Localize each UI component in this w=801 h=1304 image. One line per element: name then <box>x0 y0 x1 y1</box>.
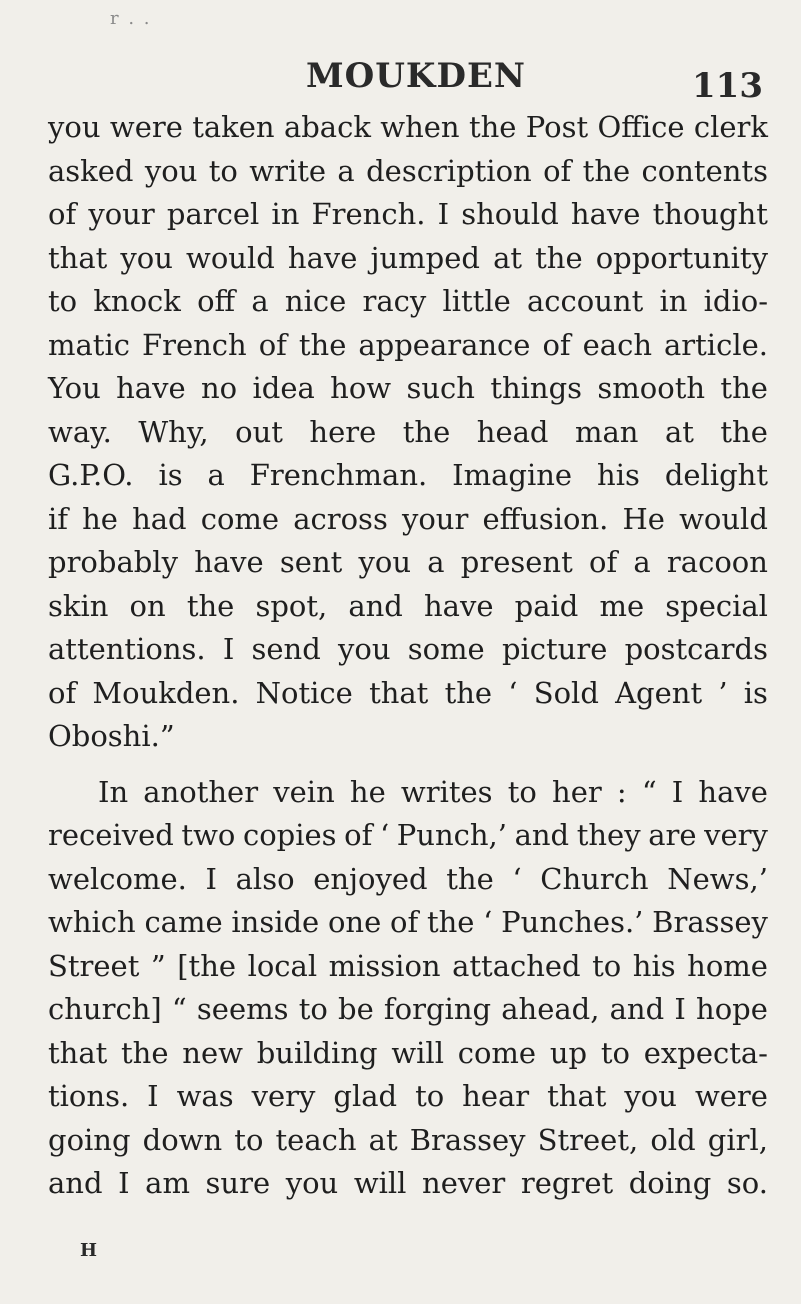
word: old <box>650 1122 696 1157</box>
word: copies <box>242 818 337 852</box>
word: things <box>490 371 583 405</box>
word: regret <box>520 1166 614 1200</box>
word: your <box>88 197 155 231</box>
word: should <box>461 197 559 231</box>
word: have <box>424 588 494 623</box>
word: no <box>201 371 238 405</box>
word: have <box>287 240 358 275</box>
word: in <box>271 197 300 231</box>
word: Imagine <box>452 458 573 492</box>
word: was <box>176 1079 234 1113</box>
word: ‘ <box>379 818 390 852</box>
text-body <box>48 106 768 1206</box>
word: French <box>141 327 247 362</box>
word: of <box>543 153 572 188</box>
word: of <box>542 327 571 362</box>
word: one <box>327 905 382 939</box>
word: hope <box>696 992 768 1026</box>
word: opportunity <box>595 240 768 275</box>
word: I <box>205 861 217 896</box>
word: nice <box>284 284 347 318</box>
word: write <box>249 153 327 188</box>
word: to <box>592 948 622 983</box>
word: jumped <box>370 240 480 275</box>
text-line <box>48 858 768 902</box>
word: and <box>348 588 403 623</box>
word: received <box>48 818 174 852</box>
word: to <box>415 1079 445 1113</box>
word: forging <box>383 992 492 1026</box>
text-line <box>48 628 768 672</box>
word: I <box>671 774 684 809</box>
word: up <box>549 1035 588 1070</box>
word: matic <box>48 327 130 362</box>
word: tions. <box>48 1079 130 1113</box>
word: the <box>402 414 451 449</box>
word: church] <box>48 992 162 1026</box>
text-line <box>48 1075 768 1119</box>
word: thought <box>652 197 768 231</box>
word: sent <box>279 545 343 579</box>
word: head <box>476 414 549 449</box>
word: he <box>349 774 386 809</box>
word: Brassey <box>409 1122 526 1157</box>
word: to <box>600 1035 630 1070</box>
text-line <box>48 901 768 945</box>
text-line <box>48 454 768 498</box>
word: idio- <box>703 284 768 318</box>
text-line <box>48 411 768 455</box>
word: attached <box>452 948 581 983</box>
word: and <box>609 992 665 1026</box>
word: when <box>380 110 460 144</box>
text-line <box>48 367 768 411</box>
word: two <box>181 818 236 852</box>
text-line <box>48 150 768 194</box>
word: at <box>493 240 523 275</box>
page-marks: r . . <box>110 8 152 29</box>
word: In <box>98 774 129 809</box>
word: be <box>338 992 374 1026</box>
word: would <box>186 240 275 275</box>
word: very <box>251 1079 316 1113</box>
word: to <box>208 153 238 188</box>
word: me <box>599 588 645 623</box>
page-number: 113 <box>692 66 763 106</box>
word: teach <box>275 1122 357 1157</box>
word: seems <box>196 992 289 1026</box>
text-line <box>48 945 768 989</box>
word: News,’ <box>667 861 768 896</box>
word: I <box>222 632 235 666</box>
paragraph-2 <box>48 771 768 1206</box>
word: had <box>132 501 187 536</box>
word: have <box>194 545 264 579</box>
word: appearance <box>358 327 531 362</box>
word: I <box>674 992 686 1026</box>
word: asked <box>48 153 134 188</box>
word: You <box>48 371 101 405</box>
word: have <box>116 371 186 405</box>
word: how <box>330 371 392 405</box>
word: that <box>369 675 429 710</box>
word: parcel <box>166 197 260 231</box>
word: down <box>142 1122 223 1157</box>
word: am <box>145 1166 190 1200</box>
word: came <box>144 905 223 939</box>
word: of <box>258 327 287 362</box>
word: skin <box>48 588 109 623</box>
word: of <box>48 197 77 231</box>
word: enjoyed <box>313 861 428 896</box>
signature-mark: H <box>80 1240 99 1261</box>
word: He <box>622 501 665 536</box>
word: to <box>507 774 537 809</box>
word: I <box>437 197 450 231</box>
word: her <box>552 774 602 809</box>
word: Oboshi.” <box>48 719 175 753</box>
text-line <box>48 715 768 759</box>
word: so. <box>726 1166 768 1200</box>
word: ‘ <box>508 675 518 710</box>
text-line <box>48 541 768 585</box>
word: the <box>121 1035 169 1070</box>
word: Street <box>48 948 140 983</box>
word: Street, <box>537 1122 639 1157</box>
word: are <box>648 818 697 852</box>
text-line <box>48 324 768 368</box>
word: across <box>293 501 388 536</box>
word: Brassey <box>652 905 768 939</box>
word: a <box>427 545 445 579</box>
word: way. <box>48 414 112 449</box>
word: the <box>426 905 475 939</box>
word: were <box>109 110 183 144</box>
word: at <box>664 414 694 449</box>
word: new <box>182 1035 243 1070</box>
text-line <box>48 280 768 324</box>
word: come <box>457 1035 537 1070</box>
word: here <box>309 414 377 449</box>
word: glad <box>333 1079 398 1113</box>
word: smooth <box>597 371 706 405</box>
word: “ <box>171 992 187 1026</box>
word: Moukden. <box>92 675 240 710</box>
word: : <box>616 774 627 809</box>
text-line <box>48 771 768 815</box>
word: sure <box>205 1166 271 1200</box>
word: idea <box>252 371 315 405</box>
word: Punch,’ <box>396 818 507 852</box>
word: of <box>48 675 77 710</box>
word: the <box>444 675 493 710</box>
word: the <box>186 588 235 623</box>
word: Punches.’ <box>501 905 644 939</box>
word: Why, <box>138 414 209 449</box>
word: they <box>576 818 641 852</box>
word: French. <box>311 197 426 231</box>
word: building <box>256 1035 378 1070</box>
word: inside <box>231 905 320 939</box>
running-head: MOUKDEN <box>306 56 526 96</box>
word: he <box>82 501 118 536</box>
word: never <box>422 1166 506 1200</box>
word: to <box>298 992 328 1026</box>
word: also <box>235 861 295 896</box>
word: the <box>535 240 583 275</box>
word: Notice <box>255 675 353 710</box>
word: writes <box>400 774 493 809</box>
word: another <box>143 774 259 809</box>
word: paid <box>514 588 579 623</box>
word: G.P.O. <box>48 458 134 492</box>
word: “ <box>641 774 657 809</box>
word: that <box>48 240 108 275</box>
word: you <box>285 1166 339 1200</box>
word: you <box>624 1079 677 1113</box>
word: a <box>337 153 355 188</box>
text-line <box>48 672 768 716</box>
word: the <box>298 327 347 362</box>
text-line <box>48 585 768 629</box>
word: I <box>147 1079 159 1113</box>
word: mission <box>328 948 441 983</box>
word: the <box>468 110 517 144</box>
text-line <box>48 1032 768 1076</box>
word: will <box>353 1166 407 1200</box>
word: to <box>234 1122 264 1157</box>
word: postcards <box>624 632 768 666</box>
word: you <box>120 240 173 275</box>
word: have <box>698 774 768 809</box>
word: Frenchman. <box>249 458 428 492</box>
word: that <box>48 1035 108 1070</box>
word: is <box>158 458 183 492</box>
word: and <box>48 1166 103 1200</box>
text-line <box>48 988 768 1032</box>
word: expecta- <box>643 1035 768 1070</box>
word: were <box>694 1079 768 1113</box>
word: the <box>720 371 768 405</box>
word: racoon <box>666 545 768 579</box>
word: ‘ <box>483 905 493 939</box>
word: special <box>665 588 768 623</box>
word: home <box>687 948 768 983</box>
word: knock <box>93 284 181 318</box>
word: ‘ <box>512 861 522 896</box>
word: very <box>704 818 768 852</box>
word: effusion. <box>482 501 609 536</box>
word: racy <box>362 284 427 318</box>
text-line <box>48 237 768 281</box>
word: contents <box>641 153 768 188</box>
word: girl, <box>707 1122 768 1157</box>
word: clerk <box>693 110 768 144</box>
word: you <box>144 153 198 188</box>
word: Sold <box>533 675 599 710</box>
word: of <box>588 545 618 579</box>
word: out <box>235 414 283 449</box>
word: which <box>48 905 136 939</box>
word: such <box>406 371 475 405</box>
word: hear <box>462 1079 530 1113</box>
word: will <box>391 1035 444 1070</box>
paragraph-1 <box>48 106 768 759</box>
word: his <box>597 458 640 492</box>
word: at <box>368 1122 398 1157</box>
word: off <box>197 284 236 318</box>
word: doing <box>628 1166 712 1200</box>
word: Post <box>525 110 589 144</box>
word: man <box>574 414 639 449</box>
text-line <box>48 193 768 237</box>
word: is <box>743 675 768 710</box>
word: Office <box>597 110 685 144</box>
word: in <box>659 284 688 318</box>
word: of <box>344 818 373 852</box>
word: article. <box>664 327 768 362</box>
word: you <box>358 545 412 579</box>
word: aback <box>283 110 371 144</box>
word: [the <box>177 948 237 983</box>
word: present <box>460 545 573 579</box>
word: the <box>446 861 494 896</box>
word: vein <box>273 774 335 809</box>
word: come <box>200 501 280 536</box>
word: have <box>570 197 641 231</box>
word: to <box>48 284 78 318</box>
word: local <box>247 948 318 983</box>
word: send <box>251 632 321 666</box>
word: I <box>118 1166 130 1200</box>
word: taken <box>192 110 275 144</box>
word: some <box>407 632 485 666</box>
text-line <box>48 1119 768 1163</box>
word: of <box>390 905 419 939</box>
word: account <box>526 284 644 318</box>
word: Agent <box>615 675 703 710</box>
word: Church <box>540 861 649 896</box>
word: that <box>547 1079 607 1113</box>
word: his <box>632 948 676 983</box>
word: welcome. <box>48 861 187 896</box>
word: you <box>337 632 391 666</box>
word: if <box>48 501 69 536</box>
word: spot, <box>255 588 328 623</box>
word: little <box>442 284 511 318</box>
word: ahead, <box>501 992 600 1026</box>
word: your <box>401 501 469 536</box>
word: the <box>582 153 631 188</box>
word: on <box>129 588 166 623</box>
word: and <box>514 818 570 852</box>
word: ’ <box>718 675 728 710</box>
text-line <box>48 1162 768 1206</box>
word: ” <box>150 948 166 983</box>
word: a <box>251 284 269 318</box>
word: a <box>633 545 651 579</box>
word: going <box>48 1122 131 1157</box>
word: picture <box>501 632 608 666</box>
word: a <box>207 458 225 492</box>
word: each <box>582 327 653 362</box>
word: delight <box>664 458 768 492</box>
text-line <box>48 106 768 150</box>
word: the <box>720 414 768 449</box>
word: would <box>679 501 768 536</box>
text-line <box>48 498 768 542</box>
word: probably <box>48 545 178 579</box>
word: you <box>48 110 101 144</box>
word: description <box>366 153 532 188</box>
word: attentions. <box>48 632 206 666</box>
text-line <box>48 814 768 858</box>
